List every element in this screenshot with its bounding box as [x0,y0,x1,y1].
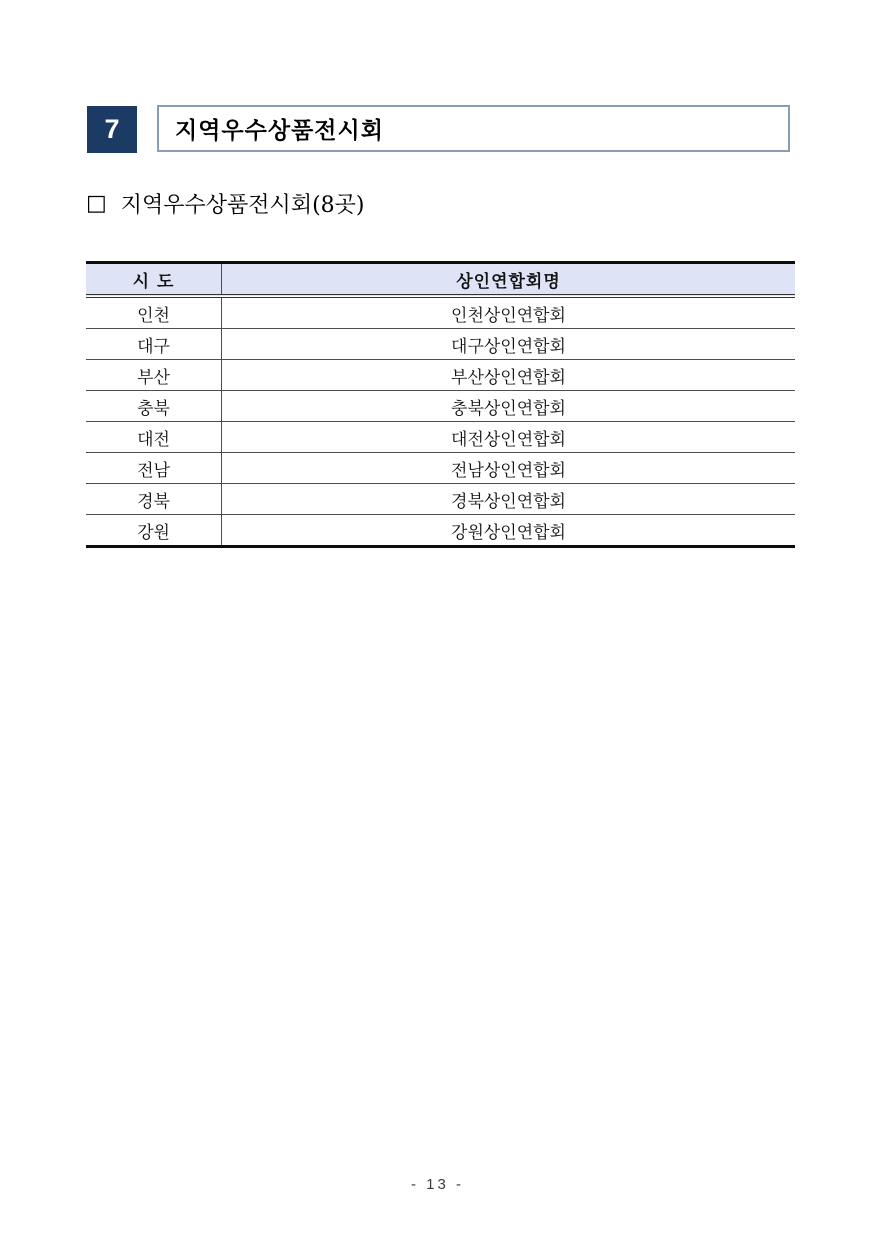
exhibition-table-head [86,263,795,297]
cell-sido: 강원 [86,515,222,547]
section-title-box [157,105,790,152]
table-row [86,329,795,360]
table-row [86,484,795,515]
exhibition-table-wrap [86,261,795,548]
section-title: 지역우수상품전시회 [175,117,384,143]
cell-sido: 대전 [86,422,222,453]
table-row [86,515,795,547]
exhibition-table-body [86,296,795,547]
table-row [86,296,795,329]
cell-federation: 대전상인연합회 [222,422,796,453]
cell-sido: 충북 [86,391,222,422]
header-cell-federation: 상인연합회명 [222,263,796,297]
table-row [86,453,795,484]
cell-sido: 전남 [86,453,222,484]
header-row [86,263,795,297]
table-row [86,422,795,453]
subheading [86,188,364,219]
cell-federation: 부산상인연합회 [222,360,796,391]
cell-sido: 인천 [86,296,222,329]
cell-federation: 강원상인연합회 [222,515,796,547]
cell-federation: 대구상인연합회 [222,329,796,360]
cell-federation: 인천상인연합회 [222,296,796,329]
cell-federation: 충북상인연합회 [222,391,796,422]
page-number: - 13 - [410,1176,464,1193]
header-cell-sido: 시 도 [86,263,222,297]
exhibition-table [86,261,795,548]
table-row [86,360,795,391]
cell-federation: 전남상인연합회 [222,453,796,484]
subheading-text: 지역우수상품전시회(8곳) [120,193,365,218]
table-row [86,391,795,422]
cell-sido: 부산 [86,360,222,391]
cell-federation: 경북상인연합회 [222,484,796,515]
cell-sido: 대구 [86,329,222,360]
cell-sido: 경북 [86,484,222,515]
square-bullet-icon: □ [86,190,107,216]
section-number-badge: 7 [87,106,137,153]
